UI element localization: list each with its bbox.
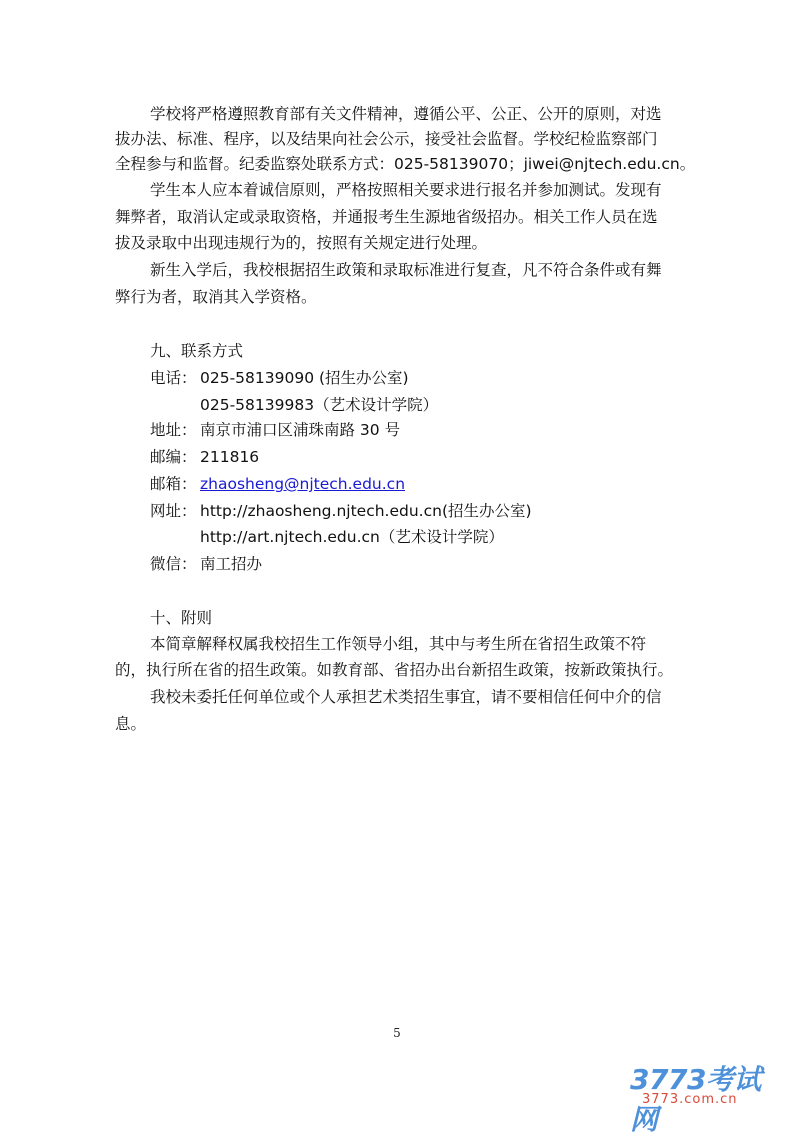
discipline-para2-line1: 学生本人应本着诚信原则，严格按照相关要求进行报名并参加测试。发现有: [150, 181, 662, 199]
discipline-para1-line2: 拔办法、标准、程序，以及结果向社会公示，接受社会监督。学校纪检监察部门: [115, 130, 658, 148]
appendix-para2-line1: 我校未委托任何单位或个人承担艺术类招生事宜，请不要相信任何中介的信: [150, 688, 662, 706]
email-label: 邮箱：: [150, 475, 197, 493]
appendix-heading: 十、附则: [150, 609, 213, 627]
appendix-para1-line1: 本简章解释权属我校招生工作领导小组，其中与考生所在省招生政策不符: [150, 635, 647, 653]
discipline-para1-line1: 学校将严格遵照教育部有关文件精神，遵循公平、公正、公开的原则，对选: [150, 105, 662, 123]
watermark-brand: 3773考试网: [630, 1063, 761, 1136]
discipline-para3-line2: 弊行为者，取消其入学资格。: [115, 288, 317, 306]
phone-value-1: 025-58139090 (招生办公室): [200, 369, 409, 387]
contact-email-row: [0, 474, 794, 494]
wechat-label: 微信：: [150, 555, 197, 573]
discipline-para1-line3: 全程参与和监督。纪委监察处联系方式：025-58139070；jiwei@njtech.edu.cn。: [115, 155, 696, 173]
address-label: 地址：: [150, 421, 197, 439]
site-watermark-logo: [620, 1058, 780, 1136]
zip-value: 211816: [200, 448, 260, 466]
web-label: 网址：: [150, 502, 197, 520]
contact-address-row: [0, 420, 794, 440]
discipline-para3-line1: 新生入学后，我校根据招生政策和录取标准进行复查，凡不符合条件或有舞: [150, 261, 662, 279]
zip-label: 邮编：: [150, 448, 197, 466]
wechat-value: 南工招办: [200, 555, 263, 573]
contact-wechat-row: [0, 554, 794, 574]
address-value: 南京市浦口区浦珠南路 30 号: [200, 421, 401, 439]
contact-zip-row: [0, 447, 794, 467]
contact-phone-row: [0, 368, 794, 388]
contact-web-row-2: [0, 527, 794, 547]
contact-web-row: [0, 501, 794, 521]
discipline-para2-line3: 拔及录取中出现违规行为的，按照有关规定进行处理。: [115, 234, 488, 252]
web-value-1: http://zhaosheng.njtech.edu.cn(招生办公室): [200, 502, 532, 520]
contact-heading: 九、联系方式: [150, 342, 244, 360]
phone-label: 电话：: [150, 369, 197, 387]
contact-phone-row-2: [0, 395, 794, 415]
appendix-para1-line2: 的，执行所在省的招生政策。如教育部、省招办出台新招生政策，按新政策执行。: [115, 661, 674, 679]
web-value-2: http://art.njtech.edu.cn（艺术设计学院）: [200, 528, 504, 546]
email-link[interactable]: zhaosheng@njtech.edu.cn: [200, 475, 406, 493]
appendix-para2-line2: 息。: [115, 715, 147, 733]
watermark-domain: 3773.com.cn: [642, 1092, 738, 1107]
phone-value-2: 025-58139983（艺术设计学院）: [200, 396, 439, 414]
page-number: 5: [393, 1026, 401, 1040]
discipline-para2-line2: 舞弊者，取消认定或录取资格，并通报考生生源地省级招办。相关工作人员在选: [115, 208, 658, 226]
